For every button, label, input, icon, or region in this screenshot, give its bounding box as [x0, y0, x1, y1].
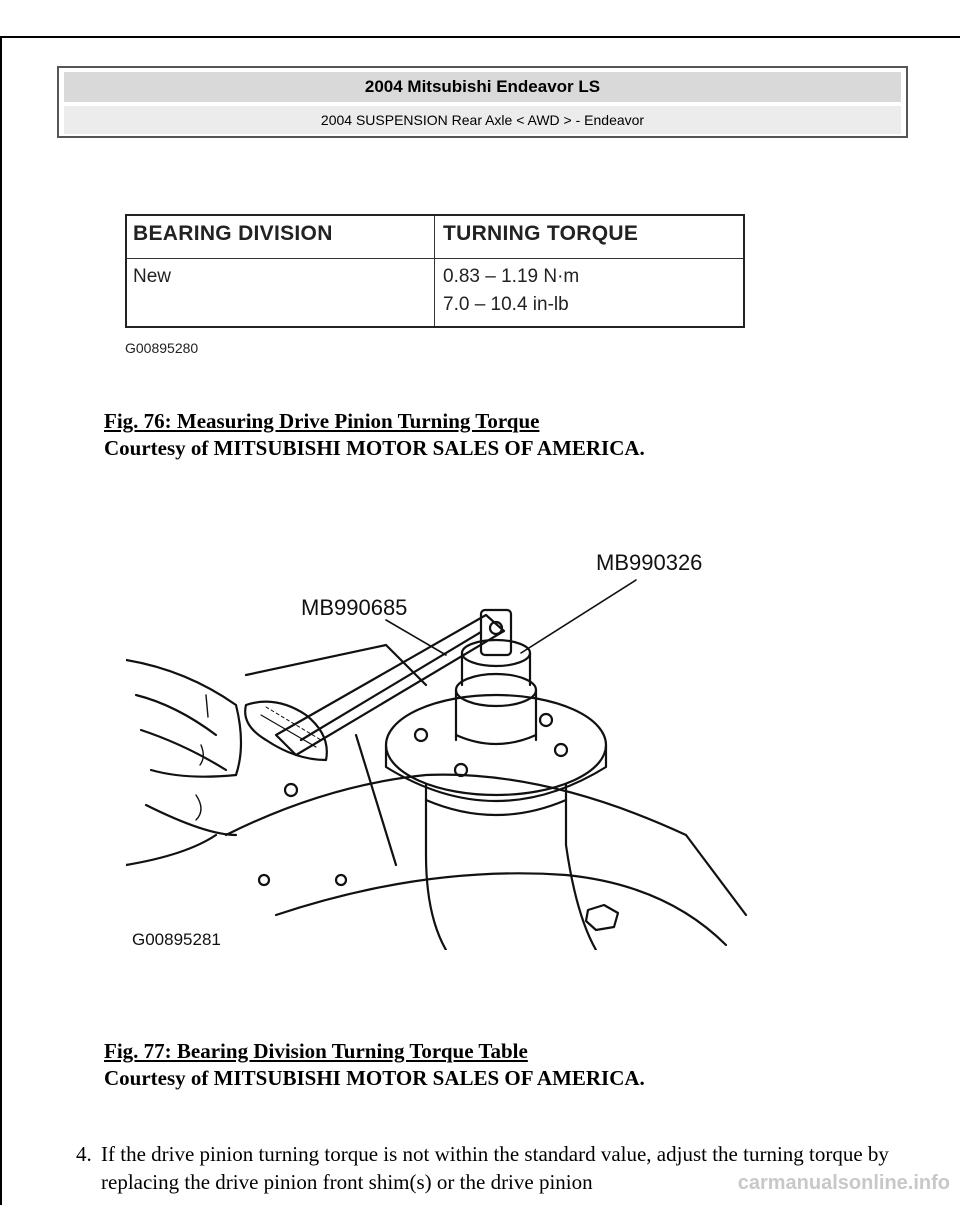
table-header-turning-torque: TURNING TORQUE [443, 222, 639, 245]
figure-77-courtesy: Courtesy of MITSUBISHI MOTOR SALES OF AMERICA. [104, 1066, 645, 1090]
figure-76-courtesy: Courtesy of MITSUBISHI MOTOR SALES OF AMERICA. [104, 436, 645, 460]
step-4-number: 4. [76, 1142, 92, 1166]
figure-76-title: Fig. 76: Measuring Drive Pinion Turning Torque [104, 409, 540, 433]
header-subtitle: 2004 SUSPENSION Rear Axle < AWD > - Endeavor [64, 106, 901, 134]
document-header [57, 66, 908, 138]
figure-77-title: Fig. 77: Bearing Division Turning Torque Table [104, 1039, 528, 1063]
table-cell-torque-imperial: 7.0 – 10.4 in-lb [443, 294, 569, 315]
illustration-figure-code: G00895281 [132, 930, 221, 949]
table-cell-division: New [133, 266, 172, 287]
table-row-divider [127, 258, 743, 259]
figure-77-caption [104, 1038, 645, 1092]
torque-wrench-illustration [126, 535, 766, 950]
turning-torque-table [125, 214, 745, 328]
callout-mb990685: MB990685 [301, 595, 408, 620]
watermark: carmanualsonline.info [737, 1172, 950, 1194]
callout-mb990326: MB990326 [596, 550, 703, 575]
table-column-divider [434, 216, 435, 326]
table-header-bearing-division: BEARING DIVISION [133, 222, 333, 245]
table-cell-torque-metric: 0.83 – 1.19 N·m [443, 266, 580, 287]
figure-76-caption [104, 408, 645, 462]
table-figure-code: G00895280 [125, 340, 199, 356]
step-4-text: If the drive pinion turning torque is not within the standard value, adjust the turning torque by replacing the drive pinion front shim(s) or the drive pinion [101, 1142, 889, 1194]
header-title: 2004 Mitsubishi Endeavor LS [64, 72, 901, 102]
